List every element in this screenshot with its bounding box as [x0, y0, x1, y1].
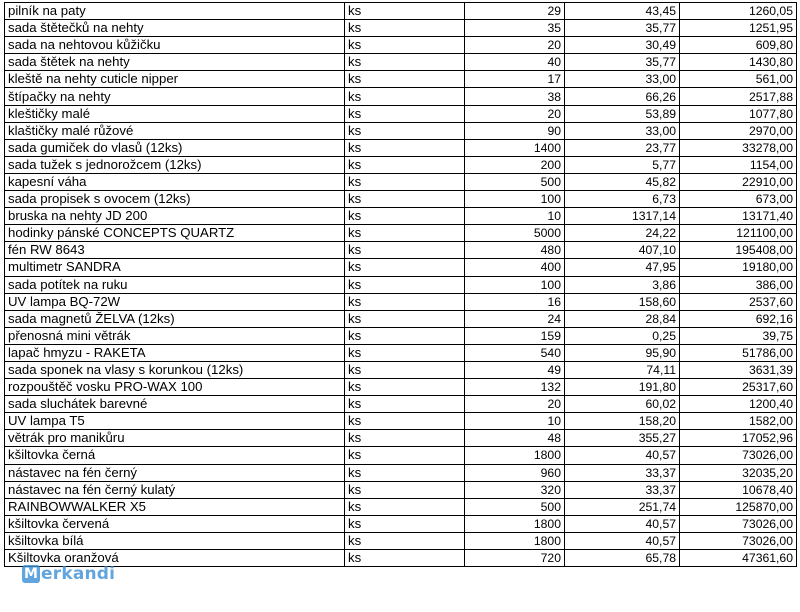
- table-row: [5, 276, 797, 293]
- unit-price-cell: 35,77: [565, 20, 680, 37]
- table-row: [5, 310, 797, 327]
- unit-cell: ks: [345, 276, 465, 293]
- table-row: [5, 122, 797, 139]
- item-name-cell: kšiltovka černá: [5, 447, 345, 464]
- table-row: [5, 447, 797, 464]
- total-price-cell: 125870,00: [680, 498, 797, 515]
- total-price-cell: 47361,60: [680, 550, 797, 567]
- table-row: [5, 156, 797, 173]
- total-price-cell: 10678,40: [680, 481, 797, 498]
- unit-price-cell: 65,78: [565, 550, 680, 567]
- unit-cell: ks: [345, 361, 465, 378]
- item-name-cell: kapesní váha: [5, 173, 345, 190]
- total-price-cell: 17052,96: [680, 430, 797, 447]
- quantity-cell: 500: [465, 498, 565, 515]
- quantity-cell: 1800: [465, 447, 565, 464]
- unit-price-cell: 33,37: [565, 464, 680, 481]
- quantity-cell: 400: [465, 259, 565, 276]
- unit-cell: ks: [345, 242, 465, 259]
- watermark-text: erkandi: [41, 564, 116, 584]
- unit-cell: ks: [345, 173, 465, 190]
- unit-cell: ks: [345, 550, 465, 567]
- quantity-cell: 29: [465, 3, 565, 20]
- quantity-cell: 48: [465, 430, 565, 447]
- quantity-cell: 200: [465, 156, 565, 173]
- product-table: [4, 2, 797, 567]
- table-row: [5, 105, 797, 122]
- total-price-cell: 19180,00: [680, 259, 797, 276]
- table-row: [5, 20, 797, 37]
- unit-cell: ks: [345, 327, 465, 344]
- item-name-cell: sada gumiček do vlasů (12ks): [5, 139, 345, 156]
- quantity-cell: 35: [465, 20, 565, 37]
- unit-price-cell: 53,89: [565, 105, 680, 122]
- item-name-cell: kšiltovka bílá: [5, 532, 345, 549]
- total-price-cell: 3631,39: [680, 361, 797, 378]
- unit-price-cell: 43,45: [565, 3, 680, 20]
- quantity-cell: 720: [465, 550, 565, 567]
- item-name-cell: UV lampa BQ-72W: [5, 293, 345, 310]
- item-name-cell: kšiltovka červená: [5, 515, 345, 532]
- quantity-cell: 500: [465, 173, 565, 190]
- unit-cell: ks: [345, 413, 465, 430]
- unit-price-cell: 251,74: [565, 498, 680, 515]
- quantity-cell: 20: [465, 396, 565, 413]
- table-row: [5, 464, 797, 481]
- quantity-cell: 40: [465, 54, 565, 71]
- item-name-cell: RAINBOWWALKER X5: [5, 498, 345, 515]
- table-body: [5, 3, 797, 567]
- unit-cell: ks: [345, 379, 465, 396]
- unit-cell: ks: [345, 20, 465, 37]
- unit-cell: ks: [345, 396, 465, 413]
- quantity-cell: 1800: [465, 515, 565, 532]
- table-row: [5, 344, 797, 361]
- total-price-cell: 32035,20: [680, 464, 797, 481]
- unit-cell: ks: [345, 532, 465, 549]
- unit-cell: ks: [345, 464, 465, 481]
- item-name-cell: hodinky pánské CONCEPTS QUARTZ: [5, 225, 345, 242]
- total-price-cell: 1260,05: [680, 3, 797, 20]
- item-name-cell: rozpouštěč vosku PRO-WAX 100: [5, 379, 345, 396]
- quantity-cell: 159: [465, 327, 565, 344]
- item-name-cell: multimetr SANDRA: [5, 259, 345, 276]
- table-row: [5, 430, 797, 447]
- table-row: [5, 498, 797, 515]
- total-price-cell: 73026,00: [680, 532, 797, 549]
- unit-price-cell: 158,60: [565, 293, 680, 310]
- quantity-cell: 540: [465, 344, 565, 361]
- total-price-cell: 692,16: [680, 310, 797, 327]
- unit-cell: ks: [345, 293, 465, 310]
- total-price-cell: 73026,00: [680, 515, 797, 532]
- unit-cell: ks: [345, 3, 465, 20]
- unit-price-cell: 74,11: [565, 361, 680, 378]
- unit-price-cell: 3,86: [565, 276, 680, 293]
- unit-price-cell: 47,95: [565, 259, 680, 276]
- table-row: [5, 259, 797, 276]
- item-name-cell: sada štětečků na nehty: [5, 20, 345, 37]
- table-row: [5, 396, 797, 413]
- total-price-cell: 673,00: [680, 191, 797, 208]
- table-row: [5, 191, 797, 208]
- quantity-cell: 320: [465, 481, 565, 498]
- unit-cell: ks: [345, 447, 465, 464]
- unit-cell: ks: [345, 310, 465, 327]
- table-row: [5, 54, 797, 71]
- quantity-cell: 480: [465, 242, 565, 259]
- unit-cell: ks: [345, 481, 465, 498]
- unit-cell: ks: [345, 430, 465, 447]
- total-price-cell: 1251,95: [680, 20, 797, 37]
- spreadsheet: [4, 2, 796, 567]
- total-price-cell: 386,00: [680, 276, 797, 293]
- total-price-cell: 195408,00: [680, 242, 797, 259]
- total-price-cell: 561,00: [680, 71, 797, 88]
- quantity-cell: 100: [465, 191, 565, 208]
- unit-cell: ks: [345, 344, 465, 361]
- total-price-cell: 1077,80: [680, 105, 797, 122]
- quantity-cell: 20: [465, 105, 565, 122]
- table-row: [5, 173, 797, 190]
- table-row: [5, 532, 797, 549]
- total-price-cell: 1582,00: [680, 413, 797, 430]
- item-name-cell: sada na nehtovou kůžičku: [5, 37, 345, 54]
- total-price-cell: 121100,00: [680, 225, 797, 242]
- total-price-cell: 33278,00: [680, 139, 797, 156]
- total-price-cell: 1154,00: [680, 156, 797, 173]
- item-name-cell: fén RW 8643: [5, 242, 345, 259]
- table-row: [5, 413, 797, 430]
- unit-price-cell: 30,49: [565, 37, 680, 54]
- total-price-cell: 2517,88: [680, 88, 797, 105]
- item-name-cell: bruska na nehty JD 200: [5, 208, 345, 225]
- item-name-cell: sada sponek na vlasy s korunkou (12ks): [5, 361, 345, 378]
- item-name-cell: větrák pro manikůru: [5, 430, 345, 447]
- unit-cell: ks: [345, 515, 465, 532]
- unit-cell: ks: [345, 88, 465, 105]
- item-name-cell: UV lampa T5: [5, 413, 345, 430]
- unit-price-cell: 6,73: [565, 191, 680, 208]
- unit-price-cell: 66,26: [565, 88, 680, 105]
- quantity-cell: 16: [465, 293, 565, 310]
- unit-price-cell: 158,20: [565, 413, 680, 430]
- quantity-cell: 10: [465, 208, 565, 225]
- unit-price-cell: 24,22: [565, 225, 680, 242]
- table-row: [5, 88, 797, 105]
- unit-cell: ks: [345, 122, 465, 139]
- table-row: [5, 37, 797, 54]
- table-row: [5, 515, 797, 532]
- unit-cell: ks: [345, 498, 465, 515]
- table-row: [5, 3, 797, 20]
- total-price-cell: 1430,80: [680, 54, 797, 71]
- table-row: [5, 225, 797, 242]
- total-price-cell: 22910,00: [680, 173, 797, 190]
- unit-price-cell: 407,10: [565, 242, 680, 259]
- item-name-cell: přenosná mini větrák: [5, 327, 345, 344]
- item-name-cell: kleštičky malé: [5, 105, 345, 122]
- unit-price-cell: 33,37: [565, 481, 680, 498]
- total-price-cell: 39,75: [680, 327, 797, 344]
- table-row: [5, 71, 797, 88]
- item-name-cell: sada potítek na ruku: [5, 276, 345, 293]
- item-name-cell: nástavec na fén černý: [5, 464, 345, 481]
- item-name-cell: sada propisek s ovocem (12ks): [5, 191, 345, 208]
- item-name-cell: Kšiltovka oranžová: [5, 550, 345, 567]
- item-name-cell: klaštičky malé růžové: [5, 122, 345, 139]
- table-row: [5, 293, 797, 310]
- quantity-cell: 24: [465, 310, 565, 327]
- item-name-cell: sada štětek na nehty: [5, 54, 345, 71]
- item-name-cell: kleště na nehty cuticle nipper: [5, 71, 345, 88]
- unit-cell: ks: [345, 37, 465, 54]
- unit-cell: ks: [345, 105, 465, 122]
- unit-cell: ks: [345, 139, 465, 156]
- table-row: [5, 242, 797, 259]
- total-price-cell: 25317,60: [680, 379, 797, 396]
- unit-price-cell: 28,84: [565, 310, 680, 327]
- item-name-cell: sada tužek s jednorožcem (12ks): [5, 156, 345, 173]
- merkandi-watermark: [22, 562, 132, 586]
- table-row: [5, 361, 797, 378]
- item-name-cell: sada magnetů ŽELVA (12ks): [5, 310, 345, 327]
- total-price-cell: 2537,60: [680, 293, 797, 310]
- total-price-cell: 51786,00: [680, 344, 797, 361]
- quantity-cell: 100: [465, 276, 565, 293]
- unit-cell: ks: [345, 71, 465, 88]
- item-name-cell: pilník na paty: [5, 3, 345, 20]
- unit-price-cell: 355,27: [565, 430, 680, 447]
- total-price-cell: 2970,00: [680, 122, 797, 139]
- unit-price-cell: 33,00: [565, 122, 680, 139]
- total-price-cell: 1200,40: [680, 396, 797, 413]
- unit-price-cell: 95,90: [565, 344, 680, 361]
- quantity-cell: 90: [465, 122, 565, 139]
- item-name-cell: lapač hmyzu - RAKETA: [5, 344, 345, 361]
- total-price-cell: 13171,40: [680, 208, 797, 225]
- unit-price-cell: 33,00: [565, 71, 680, 88]
- table-row: [5, 139, 797, 156]
- watermark-logo-icon: M: [22, 565, 40, 583]
- unit-price-cell: 23,77: [565, 139, 680, 156]
- unit-cell: ks: [345, 208, 465, 225]
- unit-price-cell: 60,02: [565, 396, 680, 413]
- table-row: [5, 379, 797, 396]
- quantity-cell: 38: [465, 88, 565, 105]
- quantity-cell: 132: [465, 379, 565, 396]
- quantity-cell: 49: [465, 361, 565, 378]
- item-name-cell: nástavec na fén černý kulatý: [5, 481, 345, 498]
- unit-cell: ks: [345, 156, 465, 173]
- quantity-cell: 20: [465, 37, 565, 54]
- quantity-cell: 1400: [465, 139, 565, 156]
- total-price-cell: 609,80: [680, 37, 797, 54]
- quantity-cell: 10: [465, 413, 565, 430]
- unit-price-cell: 40,57: [565, 515, 680, 532]
- unit-cell: ks: [345, 259, 465, 276]
- total-price-cell: 73026,00: [680, 447, 797, 464]
- item-name-cell: štípačky na nehty: [5, 88, 345, 105]
- quantity-cell: 5000: [465, 225, 565, 242]
- unit-price-cell: 191,80: [565, 379, 680, 396]
- table-row: [5, 481, 797, 498]
- unit-cell: ks: [345, 225, 465, 242]
- item-name-cell: sada sluchátek barevné: [5, 396, 345, 413]
- quantity-cell: 1800: [465, 532, 565, 549]
- unit-cell: ks: [345, 191, 465, 208]
- table-row: [5, 327, 797, 344]
- quantity-cell: 960: [465, 464, 565, 481]
- unit-price-cell: 1317,14: [565, 208, 680, 225]
- unit-price-cell: 5,77: [565, 156, 680, 173]
- unit-price-cell: 0,25: [565, 327, 680, 344]
- unit-price-cell: 45,82: [565, 173, 680, 190]
- unit-cell: ks: [345, 54, 465, 71]
- unit-price-cell: 40,57: [565, 532, 680, 549]
- unit-price-cell: 35,77: [565, 54, 680, 71]
- quantity-cell: 17: [465, 71, 565, 88]
- unit-price-cell: 40,57: [565, 447, 680, 464]
- table-row: [5, 208, 797, 225]
